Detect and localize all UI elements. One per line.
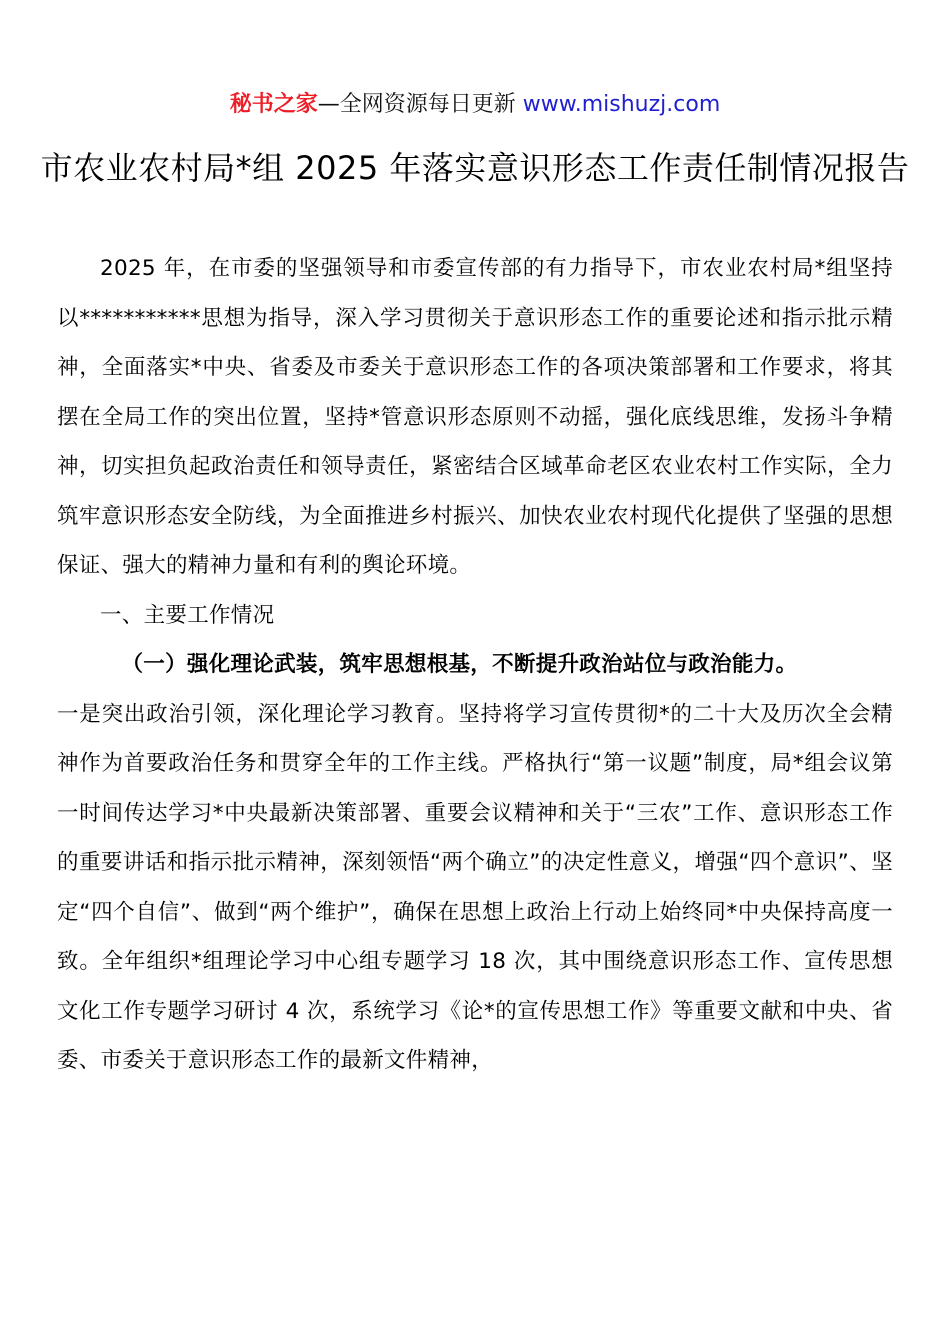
- watermark-header: [0, 88, 950, 122]
- document-title: 市农业农村局*组 2025 年落实意识形态工作责任制情况报告: [40, 149, 910, 187]
- section-heading: 一、主要工作情况: [100, 602, 275, 628]
- document-body: [57, 244, 893, 1086]
- body-paragraph: 一是突出政治引领，深化理论学习教育。坚持将学习宣传贯彻*的二十大及历次全会精神作为首要政治任务和贯穿全年的工作主线。严格执行“第一议题”制度，局*组会议第一时间传达学习*中央最新决策部署、重要会议精神和关于“三农”工作、意识形态工作的重要讲话和指示批示精神，深刻领悟“两个确立”的决定性意义，增强“四个意识”、坚定“四个自信”、做到“两个维护”，确保在思想上政治上行动上始终同*中央保持高度一致。全年组织*组理论学习中心组专题学习 18 次，其中围绕意识形态工作、宣传思想文化工作专题学习研讨 4 次，系统学习《论*的宣传思想工作》等重要文献和中央、省委、市委关于意识形态工作的最新文件精神，: [57, 701, 893, 1073]
- site-link[interactable]: www.mishuzj.com: [522, 92, 721, 117]
- intro-paragraph: 2025 年，在市委的坚强领导和市委宣传部的有力指导下，市农业农村局*组坚持以***********思想为指导，深入学习贯彻关于意识形态工作的重要论述和指示批示精神，全面落实*中央、省委及市委关于意识形态工作的各项决策部署和工作要求，将其摆在全局工作的突出位置，坚持*管意识形态原则不动摇，强化底线思维，发扬斗争精神，切实担负起政治责任和领导责任，紧密结合区域革命老区农业农村工作实际，全力筑牢意识形态安全防线，为全面推进乡村振兴、加快农业农村现代化提供了坚强的思想保证、强大的精神力量和有利的舆论环境。: [57, 256, 893, 578]
- brand-slogan: —全网资源每日更新: [317, 92, 523, 117]
- brand-name: 秘书之家: [229, 92, 318, 117]
- subsection-heading: （一）强化理论武装，筑牢思想根基，不断提升政治站位与政治能力。: [121, 652, 798, 677]
